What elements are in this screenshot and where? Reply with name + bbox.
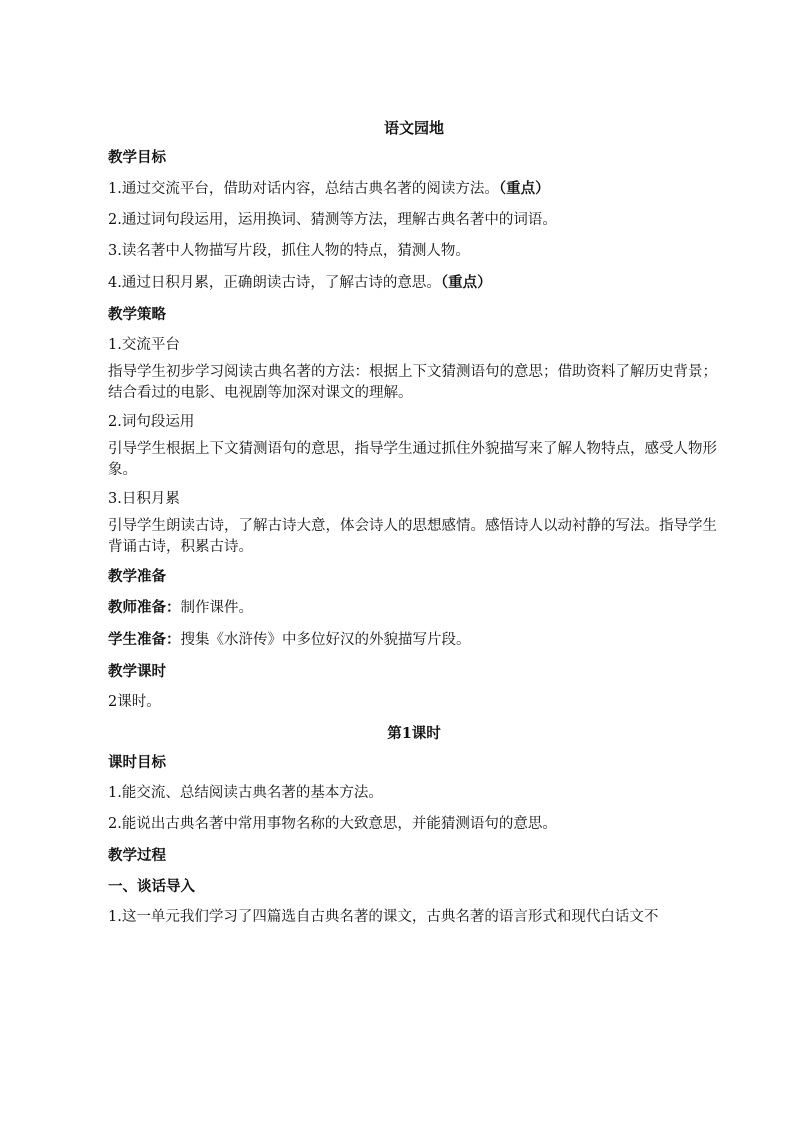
heading-teaching-process: 教学过程 <box>108 847 166 864</box>
goal-item-3: 3.读名著中人物描写片段，抓住人物的特点，猜测人物。 <box>108 243 470 259</box>
heading-teaching-prep: 教学准备 <box>108 568 166 585</box>
lesson-goal-1: 1.能交流、总结阅读古典名著的基本方法。 <box>108 785 383 801</box>
teaching-hours-text: 2课时。 <box>108 694 161 710</box>
strategy-body-2: 引导学生根据上下文猜测语句的意思，指导学生通过抓住外貌描写来了解人物特点，感受人物形象。 <box>108 441 717 478</box>
teacher-prep: 教师准备：制作课件。 <box>108 599 253 616</box>
heading-teaching-hours: 教学课时 <box>108 663 166 680</box>
page-title: 语文园地 <box>383 119 444 137</box>
lesson-goal-2: 2.能说出古典名著中常用事物名称的大致意思，并能猜测语句的意思。 <box>108 816 557 832</box>
strategy-label-2: 2.词句段运用 <box>108 414 195 430</box>
student-prep: 学生准备：搜集《水浒传》中多位好汉的外貌描写片段。 <box>108 631 471 648</box>
heading-teaching-strategy: 教学策略 <box>108 306 166 323</box>
goal-item-1: 1.通过交流平台，借助对话内容，总结古典名著的阅读方法。（重点） <box>108 180 550 197</box>
part-1-text: 1.这一单元我们学习了四篇选自古典名著的课文，古典名著的语言形式和现代白话文不 <box>108 909 659 925</box>
strategy-body-1: 指导学生初步学习阅读古典名著的方法：根据上下文猜测语句的意思；借助资料了解历史背景；结合看过的电影、电视剧等加深对课文的理解。 <box>108 364 717 401</box>
goal-item-2: 2.通过词句段运用，运用换词、猜测等方法，理解古典名著中的词语。 <box>108 212 557 228</box>
key-point-tag: （重点） <box>498 180 550 197</box>
goal-item-4: 4.通过日积月累，正确朗读古诗，了解古诗的意思。（重点） <box>108 274 492 291</box>
heading-part-1: 一、谈话导入 <box>108 878 195 895</box>
document-body <box>108 118 720 938</box>
strategy-label-3: 3.日积月累 <box>108 491 180 507</box>
heading-teaching-goals: 教学目标 <box>108 149 166 166</box>
strategy-label-1: 1.交流平台 <box>108 337 180 353</box>
lesson-1-title: 第1课时 <box>387 725 441 742</box>
key-point-tag: （重点） <box>440 274 492 291</box>
strategy-body-3: 引导学生朗读古诗，了解古诗大意，体会诗人的思想感情。感悟诗人以动衬静的写法。指导学生背诵古诗，积累古诗。 <box>108 518 717 555</box>
heading-lesson-goals: 课时目标 <box>108 754 166 771</box>
